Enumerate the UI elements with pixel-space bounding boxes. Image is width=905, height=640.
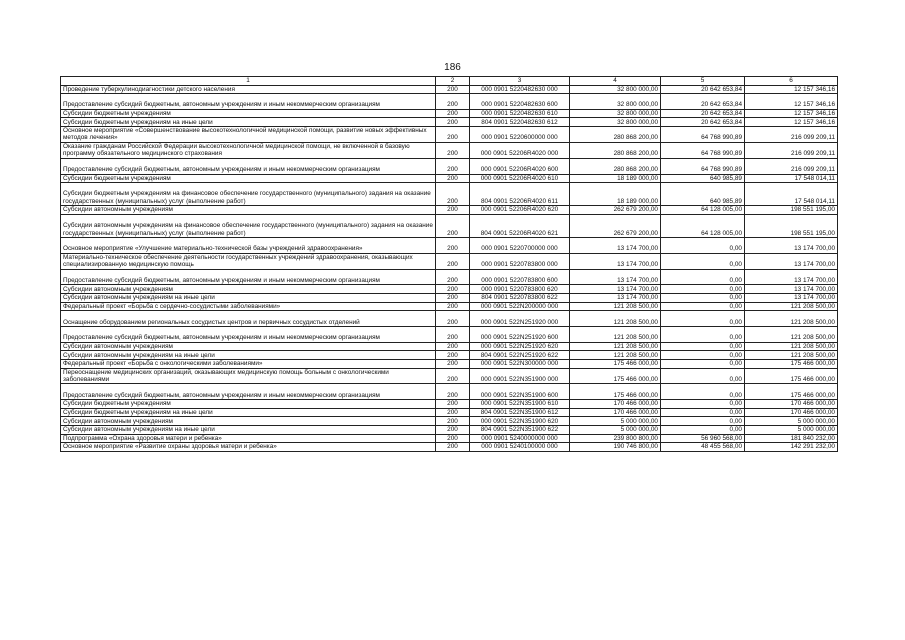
table-row <box>61 183 838 206</box>
table-row <box>61 253 838 269</box>
row-name-cell: Субсидии автономным учреждениям <box>61 285 436 294</box>
row-name-cell: Предоставление субсидий бюджетным, автономным учреждениям и иным некоммерческим организациям <box>61 384 436 400</box>
row-plan-cell: 280 868 200,00 <box>570 158 661 174</box>
row-plan-cell: 18 189 000,00 <box>570 183 661 206</box>
row-name-cell: Федеральный проект «Борьба с сердечно-сосудистыми заболеваниями» <box>61 302 436 311</box>
row-executed-cell: 20 642 653,84 <box>661 94 745 110</box>
row-plan-cell: 170 466 000,00 <box>570 400 661 409</box>
row-code-cell: 000 0901 5220600000 000 <box>470 127 570 143</box>
row-code-cell: 000 0901 5220783800 620 <box>470 285 570 294</box>
table-row <box>61 342 838 351</box>
row-group-cell: 200 <box>436 443 470 452</box>
row-code-cell: 804 0901 52206R4020 621 <box>470 214 570 237</box>
row-executed-cell: 64 768 990,89 <box>661 158 745 174</box>
row-name-cell: Субсидии бюджетным учреждениям на финансовое обеспечение государственного (муниципального) задания на оказание государственных (муниципальных) услуг (выполнение работ) <box>61 183 436 206</box>
row-plan-cell: 121 208 500,00 <box>570 351 661 360</box>
row-plan-cell: 13 174 700,00 <box>570 294 661 303</box>
row-executed-cell: 0,00 <box>661 360 745 369</box>
row-code-cell: 000 0901 5220700000 000 <box>470 238 570 254</box>
table-row <box>61 142 838 158</box>
row-name-cell: Федеральный проект «Борьба с онкологическими заболеваниями» <box>61 360 436 369</box>
row-plan-cell: 175 466 000,00 <box>570 368 661 384</box>
row-executed-cell: 0,00 <box>661 253 745 269</box>
table-row <box>61 426 838 435</box>
row-executed-cell: 0,00 <box>661 238 745 254</box>
row-group-cell: 200 <box>436 342 470 351</box>
table-row <box>61 417 838 426</box>
row-group-cell: 200 <box>436 426 470 435</box>
row-name-cell: Субсидии автономным учреждениям на финансовое обеспечение государственного (муниципального) задания на оказание государственных (муниципальных) услуг (выполнение работ) <box>61 214 436 237</box>
row-group-cell: 200 <box>436 434 470 443</box>
table-row <box>61 443 838 452</box>
page-number: 186 <box>444 62 461 73</box>
row-name-cell: Проведение туберкулинодиагностики детского населения <box>61 85 436 94</box>
row-executed-cell: 0,00 <box>661 294 745 303</box>
row-executed-cell: 0,00 <box>661 384 745 400</box>
row-executed-cell: 0,00 <box>661 368 745 384</box>
row-code-cell: 000 0901 5220482630 610 <box>470 109 570 118</box>
table-row <box>61 269 838 285</box>
row-code-cell: 804 0901 522N251920 622 <box>470 351 570 360</box>
row-remainder-cell: 175 466 000,00 <box>745 360 838 369</box>
row-plan-cell: 262 679 200,00 <box>570 206 661 215</box>
row-remainder-cell: 12 157 346,16 <box>745 85 838 94</box>
row-remainder-cell: 216 099 209,11 <box>745 142 838 158</box>
row-code-cell: 000 0901 52206R4020 000 <box>470 142 570 158</box>
row-group-cell: 200 <box>436 302 470 311</box>
row-group-cell: 200 <box>436 85 470 94</box>
row-executed-cell: 64 128 005,00 <box>661 206 745 215</box>
table-row <box>61 384 838 400</box>
row-group-cell: 200 <box>436 311 470 327</box>
row-code-cell: 000 0901 522N300000 000 <box>470 360 570 369</box>
column-header: 5 <box>661 77 745 86</box>
row-executed-cell: 0,00 <box>661 327 745 343</box>
row-code-cell: 000 0901 522N251920 000 <box>470 311 570 327</box>
row-plan-cell: 13 174 700,00 <box>570 253 661 269</box>
row-plan-cell: 18 189 000,00 <box>570 174 661 183</box>
row-plan-cell: 121 208 500,00 <box>570 311 661 327</box>
table-row <box>61 238 838 254</box>
row-group-cell: 200 <box>436 238 470 254</box>
row-group-cell: 200 <box>436 158 470 174</box>
row-plan-cell: 13 174 700,00 <box>570 238 661 254</box>
table-row <box>61 360 838 369</box>
table-row <box>61 327 838 343</box>
row-group-cell: 200 <box>436 94 470 110</box>
row-group-cell: 200 <box>436 109 470 118</box>
row-remainder-cell: 12 157 346,16 <box>745 118 838 127</box>
row-group-cell: 200 <box>436 360 470 369</box>
row-name-cell: Субсидии автономным учреждениям <box>61 417 436 426</box>
row-group-cell: 200 <box>436 368 470 384</box>
row-code-cell: 000 0901 5220482630 600 <box>470 94 570 110</box>
row-plan-cell: 32 800 000,00 <box>570 94 661 110</box>
row-remainder-cell: 13 174 700,00 <box>745 294 838 303</box>
row-code-cell: 000 0901 522N351900 600 <box>470 384 570 400</box>
table-row <box>61 302 838 311</box>
row-executed-cell: 64 768 990,89 <box>661 142 745 158</box>
row-name-cell: Субсидии бюджетным учреждениям <box>61 174 436 183</box>
row-code-cell: 804 0901 52206R4020 611 <box>470 183 570 206</box>
table-row <box>61 158 838 174</box>
row-name-cell: Подпрограмма «Охрана здоровья матери и ребенка» <box>61 434 436 443</box>
row-remainder-cell: 198 551 195,00 <box>745 206 838 215</box>
budget-table <box>60 76 838 452</box>
row-name-cell: Предоставление субсидий бюджетным, автономным учреждениям и иным некоммерческим организациям <box>61 94 436 110</box>
row-plan-cell: 175 466 000,00 <box>570 360 661 369</box>
row-executed-cell: 0,00 <box>661 302 745 311</box>
row-plan-cell: 239 800 800,00 <box>570 434 661 443</box>
row-code-cell: 000 0901 522N251920 620 <box>470 342 570 351</box>
row-name-cell: Основное мероприятие «Развитие охраны здоровья матери и ребенка» <box>61 443 436 452</box>
row-code-cell: 804 0901 5220783800 622 <box>470 294 570 303</box>
row-code-cell: 000 0901 5240100000 000 <box>470 443 570 452</box>
row-executed-cell: 20 642 653,84 <box>661 118 745 127</box>
row-group-cell: 200 <box>436 351 470 360</box>
row-remainder-cell: 121 208 500,00 <box>745 311 838 327</box>
row-executed-cell: 0,00 <box>661 417 745 426</box>
row-code-cell: 000 0901 5220482630 000 <box>470 85 570 94</box>
row-executed-cell: 640 985,89 <box>661 183 745 206</box>
table-row <box>61 408 838 417</box>
row-code-cell: 000 0901 522N351900 620 <box>470 417 570 426</box>
row-code-cell: 000 0901 522N351900 000 <box>470 368 570 384</box>
row-name-cell: Основное мероприятие «Совершенствование высокотехнологичной медицинской помощи, развитие новых эффективных методов лечения» <box>61 127 436 143</box>
row-plan-cell: 170 466 000,00 <box>570 408 661 417</box>
row-name-cell: Предоставление субсидий бюджетным, автономным учреждениям и иным некоммерческим организациям <box>61 158 436 174</box>
row-name-cell: Субсидии автономным учреждениям <box>61 206 436 215</box>
row-executed-cell: 0,00 <box>661 426 745 435</box>
row-group-cell: 200 <box>436 214 470 237</box>
row-plan-cell: 121 208 500,00 <box>570 327 661 343</box>
row-name-cell: Материально-техническое обеспечение деятельности государственных учреждений здравоохранения, оказывающих специализированную медицинскую помощь <box>61 253 436 269</box>
table-row <box>61 368 838 384</box>
row-executed-cell: 0,00 <box>661 311 745 327</box>
row-name-cell: Субсидии автономным учреждениям на иные цели <box>61 426 436 435</box>
row-group-cell: 200 <box>436 183 470 206</box>
row-plan-cell: 280 868 200,00 <box>570 142 661 158</box>
row-name-cell: Предоставление субсидий бюджетным, автономным учреждениям и иным некоммерческим организациям <box>61 327 436 343</box>
table-row <box>61 127 838 143</box>
row-plan-cell: 262 679 200,00 <box>570 214 661 237</box>
row-executed-cell: 64 128 005,00 <box>661 214 745 237</box>
row-plan-cell: 121 208 500,00 <box>570 302 661 311</box>
row-executed-cell: 0,00 <box>661 342 745 351</box>
row-remainder-cell: 13 174 700,00 <box>745 253 838 269</box>
row-group-cell: 200 <box>436 417 470 426</box>
row-plan-cell: 13 174 700,00 <box>570 269 661 285</box>
row-group-cell: 200 <box>436 285 470 294</box>
row-remainder-cell: 216 099 209,11 <box>745 158 838 174</box>
row-plan-cell: 5 000 000,00 <box>570 417 661 426</box>
table-row <box>61 94 838 110</box>
row-name-cell: Субсидии автономным учреждениям <box>61 342 436 351</box>
row-remainder-cell: 5 000 000,00 <box>745 417 838 426</box>
row-code-cell: 000 0901 52206R4020 620 <box>470 206 570 215</box>
row-code-cell: 000 0901 52206R4020 610 <box>470 174 570 183</box>
row-remainder-cell: 17 548 014,11 <box>745 174 838 183</box>
table-row <box>61 109 838 118</box>
table-row <box>61 118 838 127</box>
row-code-cell: 000 0901 5220783800 600 <box>470 269 570 285</box>
row-executed-cell: 0,00 <box>661 285 745 294</box>
row-code-cell: 000 0901 5220783800 000 <box>470 253 570 269</box>
row-plan-cell: 121 208 500,00 <box>570 342 661 351</box>
row-code-cell: 000 0901 522N200000 000 <box>470 302 570 311</box>
row-executed-cell: 20 642 653,84 <box>661 109 745 118</box>
row-remainder-cell: 170 466 000,00 <box>745 408 838 417</box>
row-name-cell: Переоснащение медицинских организаций, оказывающих медицинскую помощь больным с онкологическими заболеваниями <box>61 368 436 384</box>
row-group-cell: 200 <box>436 408 470 417</box>
row-executed-cell: 20 642 653,84 <box>661 85 745 94</box>
column-header: 3 <box>470 77 570 86</box>
row-executed-cell: 0,00 <box>661 269 745 285</box>
row-name-cell: Оснащение оборудованием региональных сосудистых центров и первичных сосудистых отделений <box>61 311 436 327</box>
row-name-cell: Предоставление субсидий бюджетным, автономным учреждениям и иным некоммерческим организациям <box>61 269 436 285</box>
row-remainder-cell: 12 157 346,16 <box>745 94 838 110</box>
row-remainder-cell: 121 208 500,00 <box>745 342 838 351</box>
row-remainder-cell: 121 208 500,00 <box>745 351 838 360</box>
column-header: 2 <box>436 77 470 86</box>
row-group-cell: 200 <box>436 174 470 183</box>
row-plan-cell: 13 174 700,00 <box>570 285 661 294</box>
row-group-cell: 200 <box>436 206 470 215</box>
row-group-cell: 200 <box>436 269 470 285</box>
row-code-cell: 000 0901 522N351900 610 <box>470 400 570 409</box>
table-row <box>61 285 838 294</box>
row-plan-cell: 190 746 800,00 <box>570 443 661 452</box>
row-executed-cell: 0,00 <box>661 408 745 417</box>
row-remainder-cell: 170 466 000,00 <box>745 400 838 409</box>
row-remainder-cell: 198 551 195,00 <box>745 214 838 237</box>
row-code-cell: 804 0901 522N351900 612 <box>470 408 570 417</box>
row-remainder-cell: 175 466 000,00 <box>745 368 838 384</box>
table-row <box>61 214 838 237</box>
row-group-cell: 200 <box>436 400 470 409</box>
row-remainder-cell: 142 291 232,00 <box>745 443 838 452</box>
row-executed-cell: 56 960 568,00 <box>661 434 745 443</box>
row-remainder-cell: 175 466 000,00 <box>745 384 838 400</box>
row-plan-cell: 5 000 000,00 <box>570 426 661 435</box>
row-group-cell: 200 <box>436 127 470 143</box>
row-plan-cell: 32 800 000,00 <box>570 109 661 118</box>
row-remainder-cell: 121 208 500,00 <box>745 302 838 311</box>
row-remainder-cell: 13 174 700,00 <box>745 285 838 294</box>
row-name-cell: Субсидии автономным учреждениям на иные цели <box>61 351 436 360</box>
row-name-cell: Субсидии бюджетным учреждениям <box>61 400 436 409</box>
row-code-cell: 804 0901 5220482630 612 <box>470 118 570 127</box>
row-remainder-cell: 121 208 500,00 <box>745 327 838 343</box>
row-name-cell: Субсидии бюджетным учреждениям на иные цели <box>61 408 436 417</box>
row-executed-cell: 0,00 <box>661 400 745 409</box>
column-header: 6 <box>745 77 838 86</box>
row-code-cell: 804 0901 522N351900 622 <box>470 426 570 435</box>
row-remainder-cell: 5 000 000,00 <box>745 426 838 435</box>
row-group-cell: 200 <box>436 118 470 127</box>
table-row <box>61 434 838 443</box>
column-header: 1 <box>61 77 436 86</box>
row-executed-cell: 48 455 568,00 <box>661 443 745 452</box>
row-group-cell: 200 <box>436 384 470 400</box>
row-remainder-cell: 181 840 232,00 <box>745 434 838 443</box>
row-remainder-cell: 13 174 700,00 <box>745 269 838 285</box>
row-executed-cell: 0,00 <box>661 351 745 360</box>
row-code-cell: 000 0901 5240000000 000 <box>470 434 570 443</box>
row-plan-cell: 32 800 000,00 <box>570 85 661 94</box>
table-row <box>61 294 838 303</box>
row-group-cell: 200 <box>436 327 470 343</box>
row-name-cell: Основное мероприятие «Улучшение материально-технической базы учреждений здравоохранения» <box>61 238 436 254</box>
row-name-cell: Субсидии бюджетным учреждениям на иные цели <box>61 118 436 127</box>
row-executed-cell: 640 985,89 <box>661 174 745 183</box>
table-row <box>61 311 838 327</box>
row-group-cell: 200 <box>436 253 470 269</box>
row-code-cell: 000 0901 52206R4020 600 <box>470 158 570 174</box>
row-plan-cell: 280 868 200,00 <box>570 127 661 143</box>
row-code-cell: 000 0901 522N251920 600 <box>470 327 570 343</box>
table-row <box>61 351 838 360</box>
row-name-cell: Субсидии автономным учреждениям на иные цели <box>61 294 436 303</box>
table-row <box>61 85 838 94</box>
row-remainder-cell: 216 099 209,11 <box>745 127 838 143</box>
row-group-cell: 200 <box>436 142 470 158</box>
row-executed-cell: 64 768 990,89 <box>661 127 745 143</box>
row-name-cell: Оказание гражданам Российской Федерации высокотехнологичной медицинской помощи, не включенной в базовую программу обязательного медицинского страхования <box>61 142 436 158</box>
row-group-cell: 200 <box>436 294 470 303</box>
table-row <box>61 174 838 183</box>
table-row <box>61 400 838 409</box>
column-header: 4 <box>570 77 661 86</box>
row-remainder-cell: 13 174 700,00 <box>745 238 838 254</box>
row-plan-cell: 175 466 000,00 <box>570 384 661 400</box>
row-plan-cell: 32 800 000,00 <box>570 118 661 127</box>
row-name-cell: Субсидии бюджетным учреждениям <box>61 109 436 118</box>
row-remainder-cell: 12 157 346,16 <box>745 109 838 118</box>
row-remainder-cell: 17 548 014,11 <box>745 183 838 206</box>
table-row <box>61 206 838 215</box>
table-header-row <box>61 77 838 86</box>
